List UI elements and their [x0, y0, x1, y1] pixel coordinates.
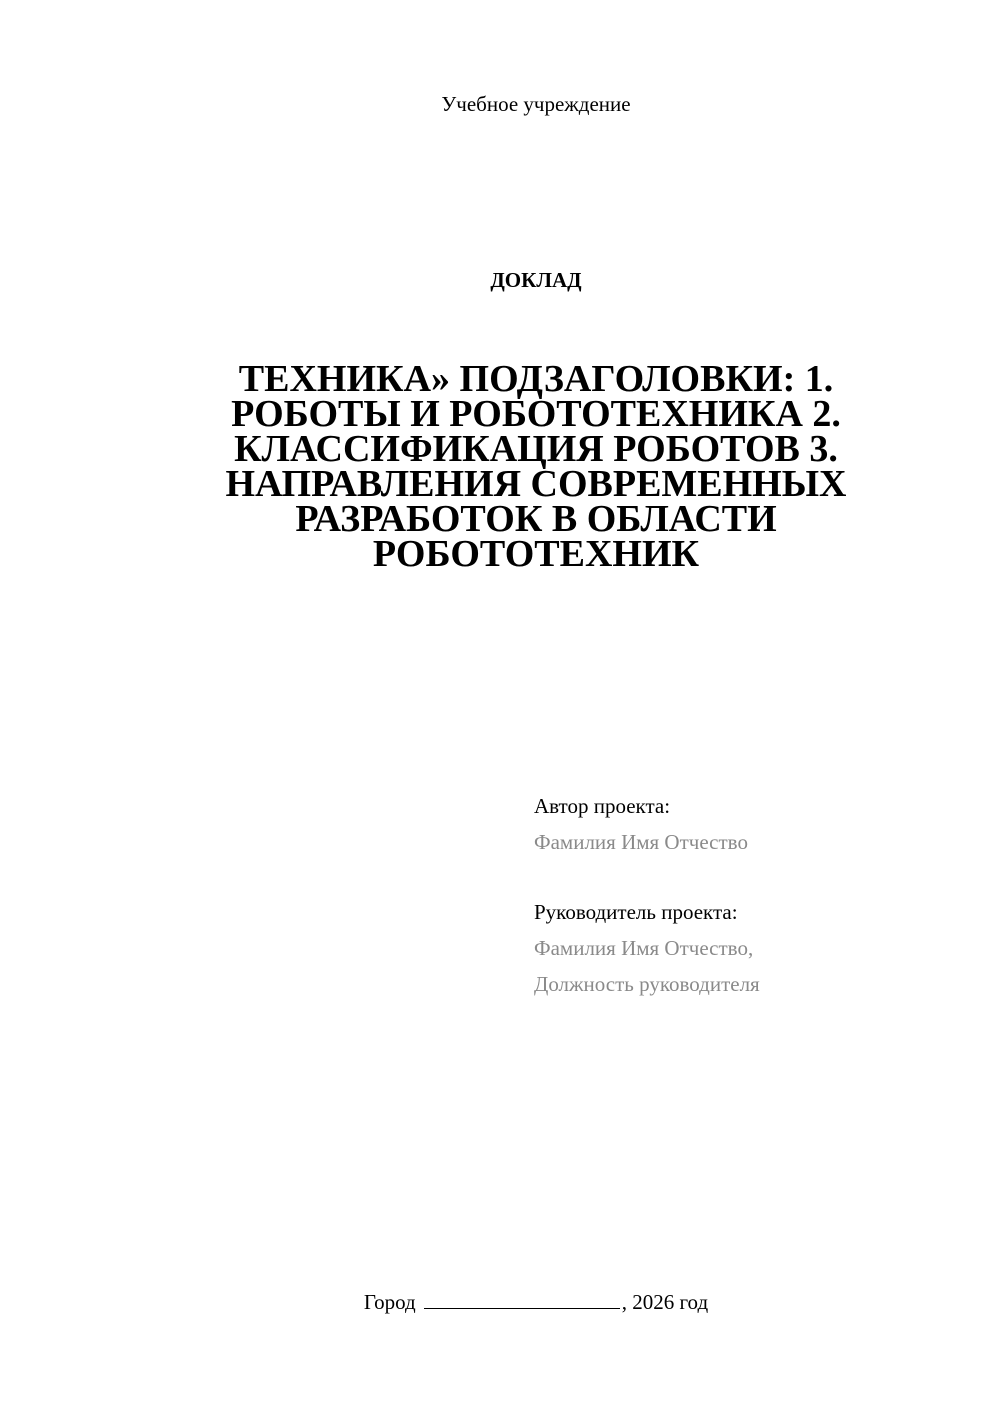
- title-line: КЛАССИФИКАЦИЯ РОБОТОВ 3.: [234, 428, 838, 470]
- city-label: Город: [363, 1290, 416, 1314]
- author-block: [534, 788, 748, 860]
- footer-city-year: [0, 1290, 1000, 1315]
- title-line: РОБОТЫ И РОБОТОТЕХНИКА 2.: [231, 393, 841, 435]
- author-name: Фамилия Имя Отчество: [534, 830, 748, 854]
- institution-name: Учебное учреждение: [441, 92, 631, 116]
- author-label: Автор проекта:: [534, 794, 671, 818]
- supervisor-label: Руководитель проекта:: [534, 900, 738, 924]
- report-title: [180, 358, 892, 575]
- supervisor-name: Фамилия Имя Отчество,: [534, 936, 754, 960]
- document-type: ДОКЛАД: [490, 268, 582, 292]
- supervisor-block: [534, 894, 760, 1002]
- title-line: ТЕХНИКА» ПОДЗАГОЛОВКИ: 1.: [238, 358, 834, 400]
- year-text: , 2026 год: [621, 1290, 709, 1314]
- title-line: РОБОТОТЕХНИК: [372, 533, 700, 575]
- title-line: НАПРАВЛЕНИЯ СОВРЕМЕННЫХ: [225, 463, 847, 505]
- supervisor-position: Должность руководителя: [534, 972, 760, 996]
- title-line: РАЗРАБОТОК В ОБЛАСТИ: [295, 498, 777, 540]
- city-blank-line: [424, 1290, 620, 1309]
